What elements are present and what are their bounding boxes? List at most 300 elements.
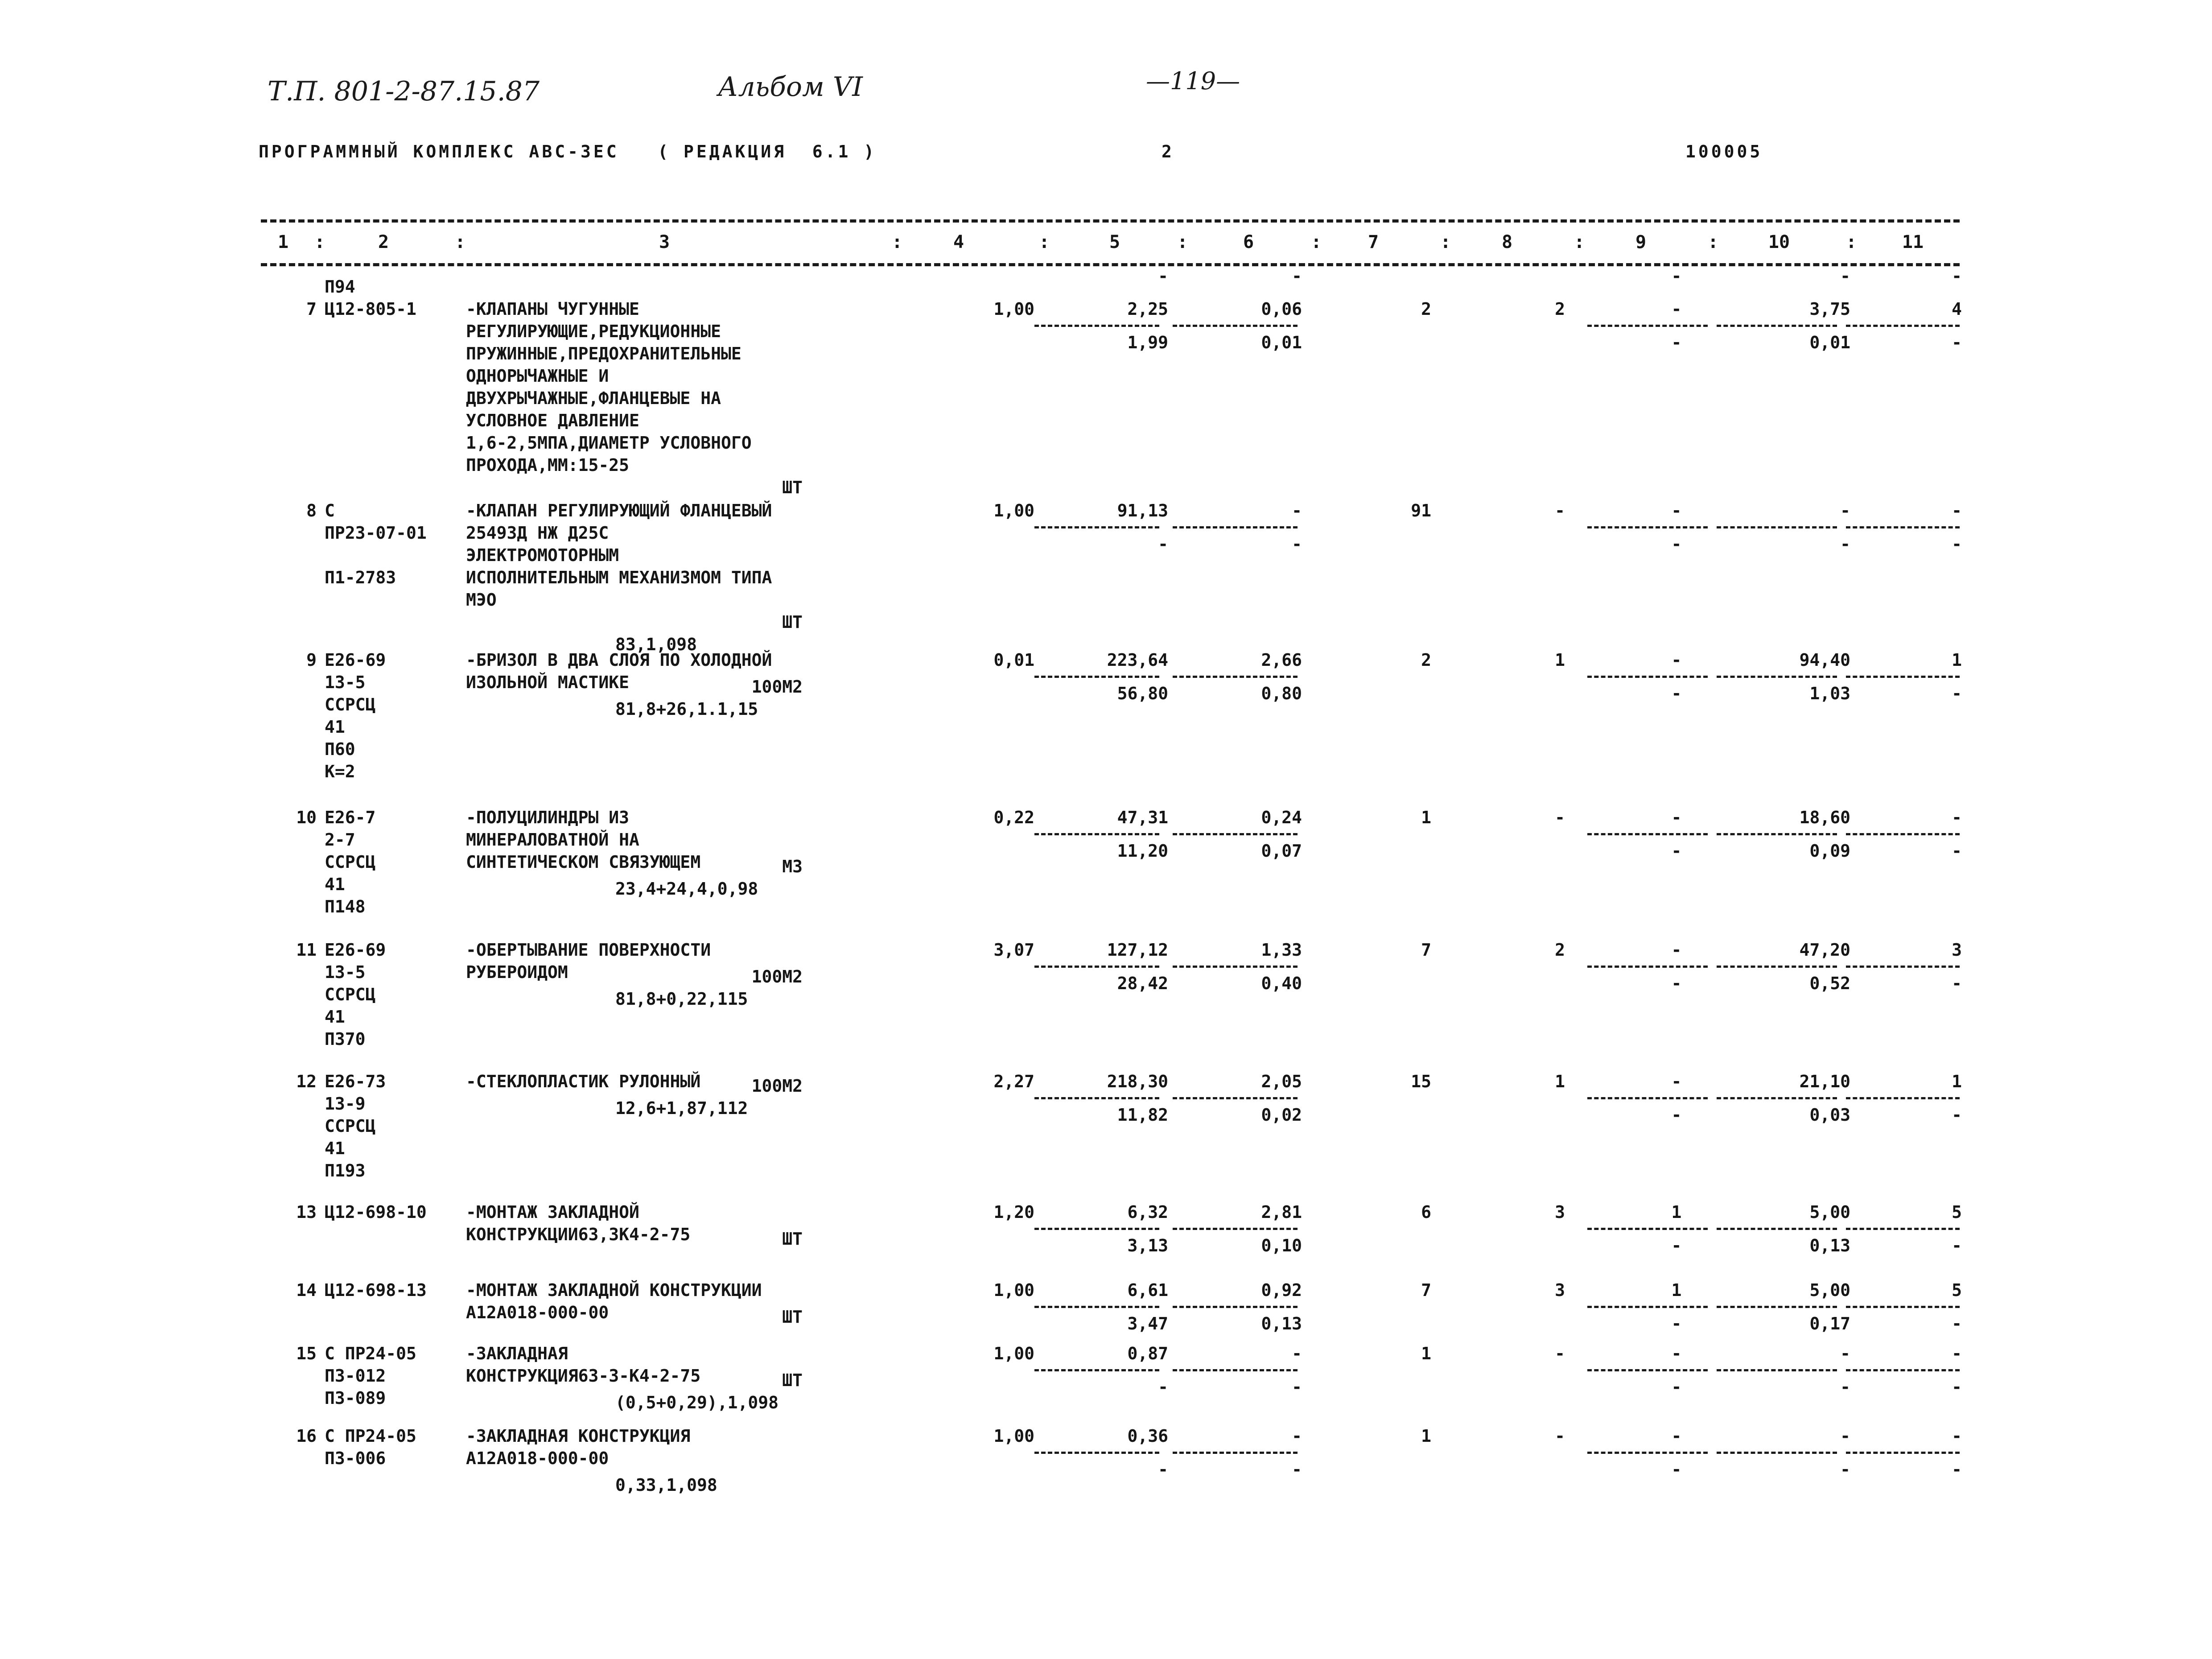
fraction-rule [1846, 1097, 1960, 1099]
row-c11-value: 5 [1952, 1280, 1962, 1300]
row-description: А12А018-000-00 [466, 1303, 609, 1322]
row-c9-value: 1 [1671, 1280, 1682, 1300]
row-c10-value: 3,75 [1809, 299, 1850, 319]
row-c6-value: 2,05 [1261, 1072, 1302, 1091]
row-code: 2-7 [325, 830, 355, 850]
row-description: -КЛАПАН РЕГУЛИРУЮЩИЙ ФЛАНЦЕВЫЙ [466, 501, 772, 520]
fraction-rule [1173, 833, 1298, 835]
column-separator: : [1846, 232, 1857, 252]
row-code: ССРСЦ [325, 852, 376, 872]
row-c4-value: 0,01 [993, 650, 1034, 670]
row-c11-value: 4 [1952, 299, 1962, 319]
row-number: 7 [306, 299, 317, 319]
row-c11-value: 1 [1952, 650, 1962, 670]
row-c5-value: 47,31 [1117, 808, 1168, 827]
row-c5-value: 91,13 [1117, 501, 1168, 520]
row-number: 8 [306, 501, 317, 520]
row-code: Ц12-698-13 [325, 1280, 427, 1300]
project-stamp: Т.П. 801-2-87.15.87 [268, 76, 540, 107]
row-code: ССРСЦ [325, 985, 376, 1004]
row-c10-value: 94,40 [1799, 650, 1850, 670]
row-c11-sub-value: - [1952, 1236, 1962, 1255]
row-description: -БРИЗОЛ В ДВА СЛОЯ ПО ХОЛОДНОЙ [466, 650, 772, 670]
row-c4-value: 1,00 [993, 1280, 1034, 1300]
row-code: Е26-7 [325, 808, 376, 827]
row-code: П3-089 [325, 1388, 386, 1408]
row-description: -ОБЕРТЫВАНИЕ ПОВЕРХНОСТИ [466, 940, 711, 960]
row-description: ИЗОЛЬНОЙ МАСТИКЕ [466, 673, 630, 692]
row-code: П3-006 [325, 1449, 386, 1468]
fraction-rule [1034, 1452, 1159, 1454]
row-c9-value: - [1671, 808, 1682, 827]
fraction-rule [1587, 1306, 1708, 1308]
row-c8-value: - [1555, 1344, 1565, 1363]
row-c5-value: 0,36 [1127, 1426, 1168, 1446]
row-unit: 100М2 [751, 1076, 803, 1096]
row-c11-sub-value: - [1952, 333, 1962, 352]
row-unit: ШТ [782, 1307, 803, 1327]
program-title: ПРОГРАММНЫЙ КОМПЛЕКС АВС-ЗЕС ( РЕДАКЦИЯ 6.1 ) [259, 142, 877, 161]
row-c10-value: - [1840, 1344, 1850, 1363]
fraction-rule [1717, 526, 1837, 528]
row-c9-value: - [1671, 650, 1682, 670]
row-c9-value: - [1671, 1072, 1682, 1091]
row-c8-value: - [1555, 808, 1565, 827]
fraction-rule [1587, 1228, 1708, 1230]
row-c11-value: - [1952, 1344, 1962, 1363]
row-number: 14 [296, 1280, 317, 1300]
fraction-rule [1173, 966, 1298, 968]
row-c6-sub-value: 0,02 [1261, 1105, 1302, 1125]
fraction-rule [1846, 1228, 1960, 1230]
row-c11-value: - [1952, 808, 1962, 827]
fraction-rule [1717, 1369, 1837, 1371]
row-c10-sub-value: 0,13 [1809, 1236, 1850, 1255]
fraction-rule [1587, 1452, 1708, 1454]
column-header-2: 2 [378, 232, 389, 252]
fraction-rule [1173, 676, 1298, 678]
row-description: -МОНТАЖ ЗАКЛАДНОЙ [466, 1202, 639, 1222]
row-c9-sub-value: - [1671, 1105, 1682, 1125]
row-c10-sub-value: - [1840, 534, 1850, 554]
row-unit: ШТ [782, 1229, 803, 1249]
fraction-rule [1587, 325, 1708, 327]
row-c11-value: 5 [1952, 1202, 1962, 1222]
row-c5-sub-value: - [1158, 534, 1168, 554]
fraction-rule [1846, 1452, 1960, 1454]
row-c6-sub-value: - [1292, 1460, 1302, 1479]
row-c6-value: 1,33 [1261, 940, 1302, 960]
row-c5-value: 223,64 [1107, 650, 1168, 670]
row-unit: ШТ [782, 1370, 803, 1390]
row-c11-sub-value: - [1952, 684, 1962, 703]
row-c5-sub-value: 3,13 [1127, 1236, 1168, 1255]
fraction-rule [1587, 833, 1708, 835]
column-separator: : [455, 232, 466, 252]
row-c6-sub-value: - [1292, 534, 1302, 554]
row-code: 41 [325, 717, 345, 737]
row-code: ССРСЦ [325, 1116, 376, 1136]
row-code: С ПР24-05 [325, 1426, 416, 1446]
fraction-rule [1587, 526, 1708, 528]
fraction-rule [1846, 676, 1960, 678]
row-c6-value: 2,66 [1261, 650, 1302, 670]
document-code: 100005 [1685, 142, 1763, 161]
row-c9-value: - [1671, 299, 1682, 319]
row-c7-value: 1 [1421, 808, 1431, 827]
row-code: П3-012 [325, 1366, 386, 1386]
fraction-rule [1717, 1097, 1837, 1099]
fraction-rule [1034, 676, 1159, 678]
row-c10-value: 21,10 [1799, 1072, 1850, 1091]
row-c9-value: - [1671, 266, 1682, 286]
row-c10-sub-value: - [1840, 1377, 1850, 1397]
row-code: Ц12-805-1 [325, 299, 416, 319]
row-c11-value: - [1952, 501, 1962, 520]
fraction-rule [1034, 833, 1159, 835]
row-unit: ШТ [782, 612, 803, 632]
row-c6-value: 0,06 [1261, 299, 1302, 319]
table-top-rule [261, 219, 1960, 223]
fraction-rule [1173, 1452, 1298, 1454]
row-c5-value: 0,87 [1127, 1344, 1168, 1363]
row-c11-sub-value: - [1952, 534, 1962, 554]
row-c8-value: 3 [1555, 1202, 1565, 1222]
row-formula: 81,8+26,1.1,15 [615, 699, 758, 719]
row-number: 11 [296, 940, 317, 960]
fraction-rule [1587, 1097, 1708, 1099]
row-code: ССРСЦ [325, 695, 376, 714]
fraction-rule [1034, 1369, 1159, 1371]
row-c9-sub-value: - [1671, 534, 1682, 554]
column-header-11: 11 [1902, 232, 1924, 252]
row-c4-value: 3,07 [993, 940, 1034, 960]
column-separator: : [1177, 232, 1188, 252]
fraction-rule [1717, 325, 1837, 327]
column-header-6: 6 [1243, 232, 1254, 252]
row-description: МЭО [466, 590, 497, 610]
row-c7-value: 1 [1421, 1344, 1431, 1363]
row-c8-value: 2 [1555, 299, 1565, 319]
fraction-rule [1846, 1306, 1960, 1308]
row-formula: 83,1,098 [615, 635, 697, 654]
row-c5-value: 2,25 [1127, 299, 1168, 319]
page-number: —119— [1146, 67, 1240, 95]
row-formula: (0,5+0,29),1,098 [615, 1393, 779, 1412]
row-c7-value: 6 [1421, 1202, 1431, 1222]
fraction-rule [1034, 526, 1159, 528]
column-separator: : [1440, 232, 1451, 252]
row-description: А12А018-000-00 [466, 1449, 609, 1468]
fraction-rule [1034, 1306, 1159, 1308]
column-header-5: 5 [1109, 232, 1120, 252]
row-code: ПР23-07-01 [325, 523, 427, 543]
row-code: Е26-73 [325, 1072, 386, 1091]
column-separator: : [1574, 232, 1585, 252]
row-code: 41 [325, 875, 345, 894]
row-c5-sub-value: 3,47 [1127, 1314, 1168, 1333]
row-c9-sub-value: - [1671, 974, 1682, 993]
row-description: ИСПОЛНИТЕЛЬНЫМ МЕХАНИЗМОМ ТИПА [466, 568, 772, 587]
fraction-rule [1034, 1228, 1159, 1230]
row-c5-sub-value: - [1158, 1460, 1168, 1479]
row-c5-value: - [1158, 266, 1168, 286]
row-description: -СТЕКЛОПЛАСТИК РУЛОННЫЙ [466, 1072, 701, 1091]
row-formula: 81,8+0,22,115 [615, 989, 748, 1009]
row-code: П94 [325, 277, 355, 297]
fraction-rule [1587, 1369, 1708, 1371]
fraction-rule [1173, 325, 1298, 327]
row-code: 13-5 [325, 962, 366, 982]
column-header-4: 4 [953, 232, 964, 252]
row-c11-value: - [1952, 266, 1962, 286]
row-c9-value: - [1671, 1344, 1682, 1363]
row-formula: 12,6+1,87,112 [615, 1098, 748, 1118]
row-description: 25493Д НЖ Д25С [466, 523, 609, 543]
row-c9-value: - [1671, 501, 1682, 520]
column-header-7: 7 [1368, 232, 1379, 252]
row-c9-sub-value: - [1671, 684, 1682, 703]
fraction-rule [1173, 1369, 1298, 1371]
row-c10-sub-value: 0,09 [1809, 841, 1850, 861]
row-c5-value: 127,12 [1107, 940, 1168, 960]
row-c8-value: 3 [1555, 1280, 1565, 1300]
row-formula: 0,33,1,098 [615, 1475, 717, 1495]
row-code: 13-5 [325, 673, 366, 692]
column-header-8: 8 [1501, 232, 1513, 252]
row-formula: 23,4+24,4,0,98 [615, 879, 758, 899]
row-c5-sub-value: 11,20 [1117, 841, 1168, 861]
fraction-rule [1717, 1228, 1837, 1230]
row-c6-value: - [1292, 1426, 1302, 1446]
row-c11-sub-value: - [1952, 1314, 1962, 1333]
row-c4-value: 1,00 [993, 501, 1034, 520]
fraction-rule [1034, 325, 1159, 327]
row-code: П60 [325, 739, 355, 759]
row-c11-value: 1 [1952, 1072, 1962, 1091]
row-c10-sub-value: - [1840, 1460, 1850, 1479]
row-c11-sub-value: - [1952, 974, 1962, 993]
row-c9-sub-value: - [1671, 1236, 1682, 1255]
row-description: МИНЕРАЛОВАТНОЙ НА [466, 830, 639, 850]
row-description: ЭЛЕКТРОМОТОРНЫМ [466, 545, 619, 565]
row-c7-value: 1 [1421, 1426, 1431, 1446]
row-c6-value: - [1292, 501, 1302, 520]
row-c10-value: 5,00 [1809, 1202, 1850, 1222]
row-code: С [325, 501, 335, 520]
fraction-rule [1717, 1306, 1837, 1308]
column-separator: : [314, 232, 325, 252]
fraction-rule [1034, 1097, 1159, 1099]
row-c10-sub-value: 0,52 [1809, 974, 1850, 993]
row-code: Е26-69 [325, 650, 386, 670]
fraction-rule [1846, 966, 1960, 968]
row-c10-value: - [1840, 501, 1850, 520]
row-number: 10 [296, 808, 317, 827]
row-code: С ПР24-05 [325, 1344, 416, 1363]
row-c8-value: 2 [1555, 940, 1565, 960]
fraction-rule [1846, 325, 1960, 327]
row-c9-sub-value: - [1671, 333, 1682, 352]
row-unit: М3 [782, 857, 803, 876]
fraction-rule [1717, 1452, 1837, 1454]
row-code: 13-9 [325, 1094, 366, 1114]
column-separator: : [892, 232, 903, 252]
row-c9-sub-value: - [1671, 1377, 1682, 1397]
row-c10-value: - [1840, 266, 1850, 286]
row-c9-sub-value: - [1671, 841, 1682, 861]
row-description: ОДНОРЫЧАЖНЫЕ И [466, 366, 609, 386]
row-code: П1-2783 [325, 568, 396, 587]
row-description: -ЗАКЛАДНАЯ КОНСТРУКЦИЯ [466, 1426, 691, 1446]
fraction-rule [1034, 966, 1159, 968]
row-code: 41 [325, 1139, 345, 1158]
fraction-rule [1587, 676, 1708, 678]
row-description: ПРУЖИННЫЕ,ПРЕДОХРАНИТЕЛЬНЫЕ [466, 344, 741, 363]
column-header-1: 1 [277, 232, 289, 252]
row-c5-value: 218,30 [1107, 1072, 1168, 1091]
row-c7-value: 7 [1421, 940, 1431, 960]
row-description: -КЛАПАНЫ ЧУГУННЫЕ [466, 299, 639, 319]
row-c4-value: 1,00 [993, 299, 1034, 319]
row-description: ПРОХОДА,ММ:15-25 [466, 455, 630, 475]
row-description: -ПОЛУЦИЛИНДРЫ ИЗ [466, 808, 630, 827]
row-c4-value: 1,00 [993, 1344, 1034, 1363]
row-c8-value: 1 [1555, 650, 1565, 670]
row-description: -ЗАКЛАДНАЯ [466, 1344, 568, 1363]
column-separator: : [1039, 232, 1050, 252]
row-c11-sub-value: - [1952, 1105, 1962, 1125]
row-c6-value: - [1292, 1344, 1302, 1363]
row-c9-sub-value: - [1671, 1460, 1682, 1479]
row-code: 41 [325, 1007, 345, 1027]
row-c11-sub-value: - [1952, 1377, 1962, 1397]
row-c9-value: - [1671, 1426, 1682, 1446]
row-c6-sub-value: - [1292, 1377, 1302, 1397]
row-c7-value: 2 [1421, 650, 1431, 670]
row-c5-sub-value: 1,99 [1127, 333, 1168, 352]
row-code: К=2 [325, 762, 355, 781]
row-c10-sub-value: 1,03 [1809, 684, 1850, 703]
column-header-10: 10 [1768, 232, 1790, 252]
row-number: 16 [296, 1426, 317, 1446]
row-code: П193 [325, 1161, 366, 1180]
row-c4-value: 1,00 [993, 1426, 1034, 1446]
row-c5-sub-value: 28,42 [1117, 974, 1168, 993]
row-c8-value: - [1555, 1426, 1565, 1446]
row-c5-sub-value: 11,82 [1117, 1105, 1168, 1125]
row-c4-value: 2,27 [993, 1072, 1034, 1091]
row-c6-value: - [1292, 266, 1302, 286]
row-c8-value: - [1555, 501, 1565, 520]
row-c9-value: - [1671, 940, 1682, 960]
row-description: 1,6-2,5МПА,ДИАМЕТР УСЛОВНОГО [466, 433, 752, 453]
row-c6-value: 0,24 [1261, 808, 1302, 827]
column-separator: : [1311, 232, 1322, 252]
row-c4-value: 1,20 [993, 1202, 1034, 1222]
row-description: УСЛОВНОЕ ДАВЛЕНИЕ [466, 411, 639, 430]
fraction-rule [1717, 676, 1837, 678]
row-c10-value: - [1840, 1426, 1850, 1446]
row-description: КОНСТРУКЦИИ63,3К4-2-75 [466, 1225, 691, 1244]
row-c6-sub-value: 0,01 [1261, 333, 1302, 352]
row-c6-sub-value: 0,07 [1261, 841, 1302, 861]
row-c11-value: 3 [1952, 940, 1962, 960]
column-header-9: 9 [1635, 232, 1647, 252]
row-c10-sub-value: 0,17 [1809, 1314, 1850, 1333]
row-c5-sub-value: - [1158, 1377, 1168, 1397]
album-stamp: Альбом VI [718, 71, 863, 103]
row-unit: 100М2 [751, 677, 803, 697]
row-description: ДВУХРЫЧАЖНЫЕ,ФЛАНЦЕВЫЕ НА [466, 388, 721, 408]
row-unit: 100М2 [751, 967, 803, 986]
fraction-rule [1846, 833, 1960, 835]
row-c10-value: 47,20 [1799, 940, 1850, 960]
row-c7-value: 15 [1411, 1072, 1431, 1091]
row-c6-sub-value: 0,13 [1261, 1314, 1302, 1333]
row-c7-value: 7 [1421, 1280, 1431, 1300]
row-c10-sub-value: 0,03 [1809, 1105, 1850, 1125]
row-c5-sub-value: 56,80 [1117, 684, 1168, 703]
row-number: 15 [296, 1344, 317, 1363]
fraction-rule [1717, 833, 1837, 835]
column-header-3: 3 [659, 232, 670, 252]
fraction-rule [1717, 966, 1837, 968]
row-c10-sub-value: 0,01 [1809, 333, 1850, 352]
row-description: КОНСТРУКЦИЯ63-3-К4-2-75 [466, 1366, 701, 1386]
row-description: СИНТЕТИЧЕСКОМ СВЯЗУЮЩЕМ [466, 852, 701, 872]
row-unit: ШТ [782, 478, 803, 497]
row-c10-value: 5,00 [1809, 1280, 1850, 1300]
row-code: Ц12-698-10 [325, 1202, 427, 1222]
column-separator: : [1708, 232, 1719, 252]
fraction-rule [1173, 1228, 1298, 1230]
fraction-rule [1846, 1369, 1960, 1371]
fraction-rule [1846, 526, 1960, 528]
fraction-rule [1587, 966, 1708, 968]
row-c7-value: 2 [1421, 299, 1431, 319]
fraction-rule [1173, 526, 1298, 528]
row-c6-sub-value: 0,40 [1261, 974, 1302, 993]
row-code: П148 [325, 897, 366, 916]
row-c5-value: 6,61 [1127, 1280, 1168, 1300]
row-c4-value: 0,22 [993, 808, 1034, 827]
row-c8-value: 1 [1555, 1072, 1565, 1091]
row-c9-sub-value: - [1671, 1314, 1682, 1333]
fraction-rule [1173, 1097, 1298, 1099]
row-number: 13 [296, 1202, 317, 1222]
row-number: 12 [296, 1072, 317, 1091]
row-c9-value: 1 [1671, 1202, 1682, 1222]
row-c7-value: 91 [1411, 501, 1431, 520]
row-code: П370 [325, 1029, 366, 1049]
row-c11-value: - [1952, 1426, 1962, 1446]
row-description: -МОНТАЖ ЗАКЛАДНОЙ КОНСТРУКЦИИ [466, 1280, 762, 1300]
sheet-number: 2 [1162, 142, 1174, 161]
row-c6-value: 2,81 [1261, 1202, 1302, 1222]
row-c6-value: 0,92 [1261, 1280, 1302, 1300]
row-code: Е26-69 [325, 940, 386, 960]
row-c6-sub-value: 0,10 [1261, 1236, 1302, 1255]
row-c5-value: 6,32 [1127, 1202, 1168, 1222]
row-c6-sub-value: 0,80 [1261, 684, 1302, 703]
row-c10-value: 18,60 [1799, 808, 1850, 827]
row-c11-sub-value: - [1952, 841, 1962, 861]
fraction-rule [1173, 1306, 1298, 1308]
row-c11-sub-value: - [1952, 1460, 1962, 1479]
row-description: РУБЕРОИДОМ [466, 962, 568, 982]
row-number: 9 [306, 650, 317, 670]
